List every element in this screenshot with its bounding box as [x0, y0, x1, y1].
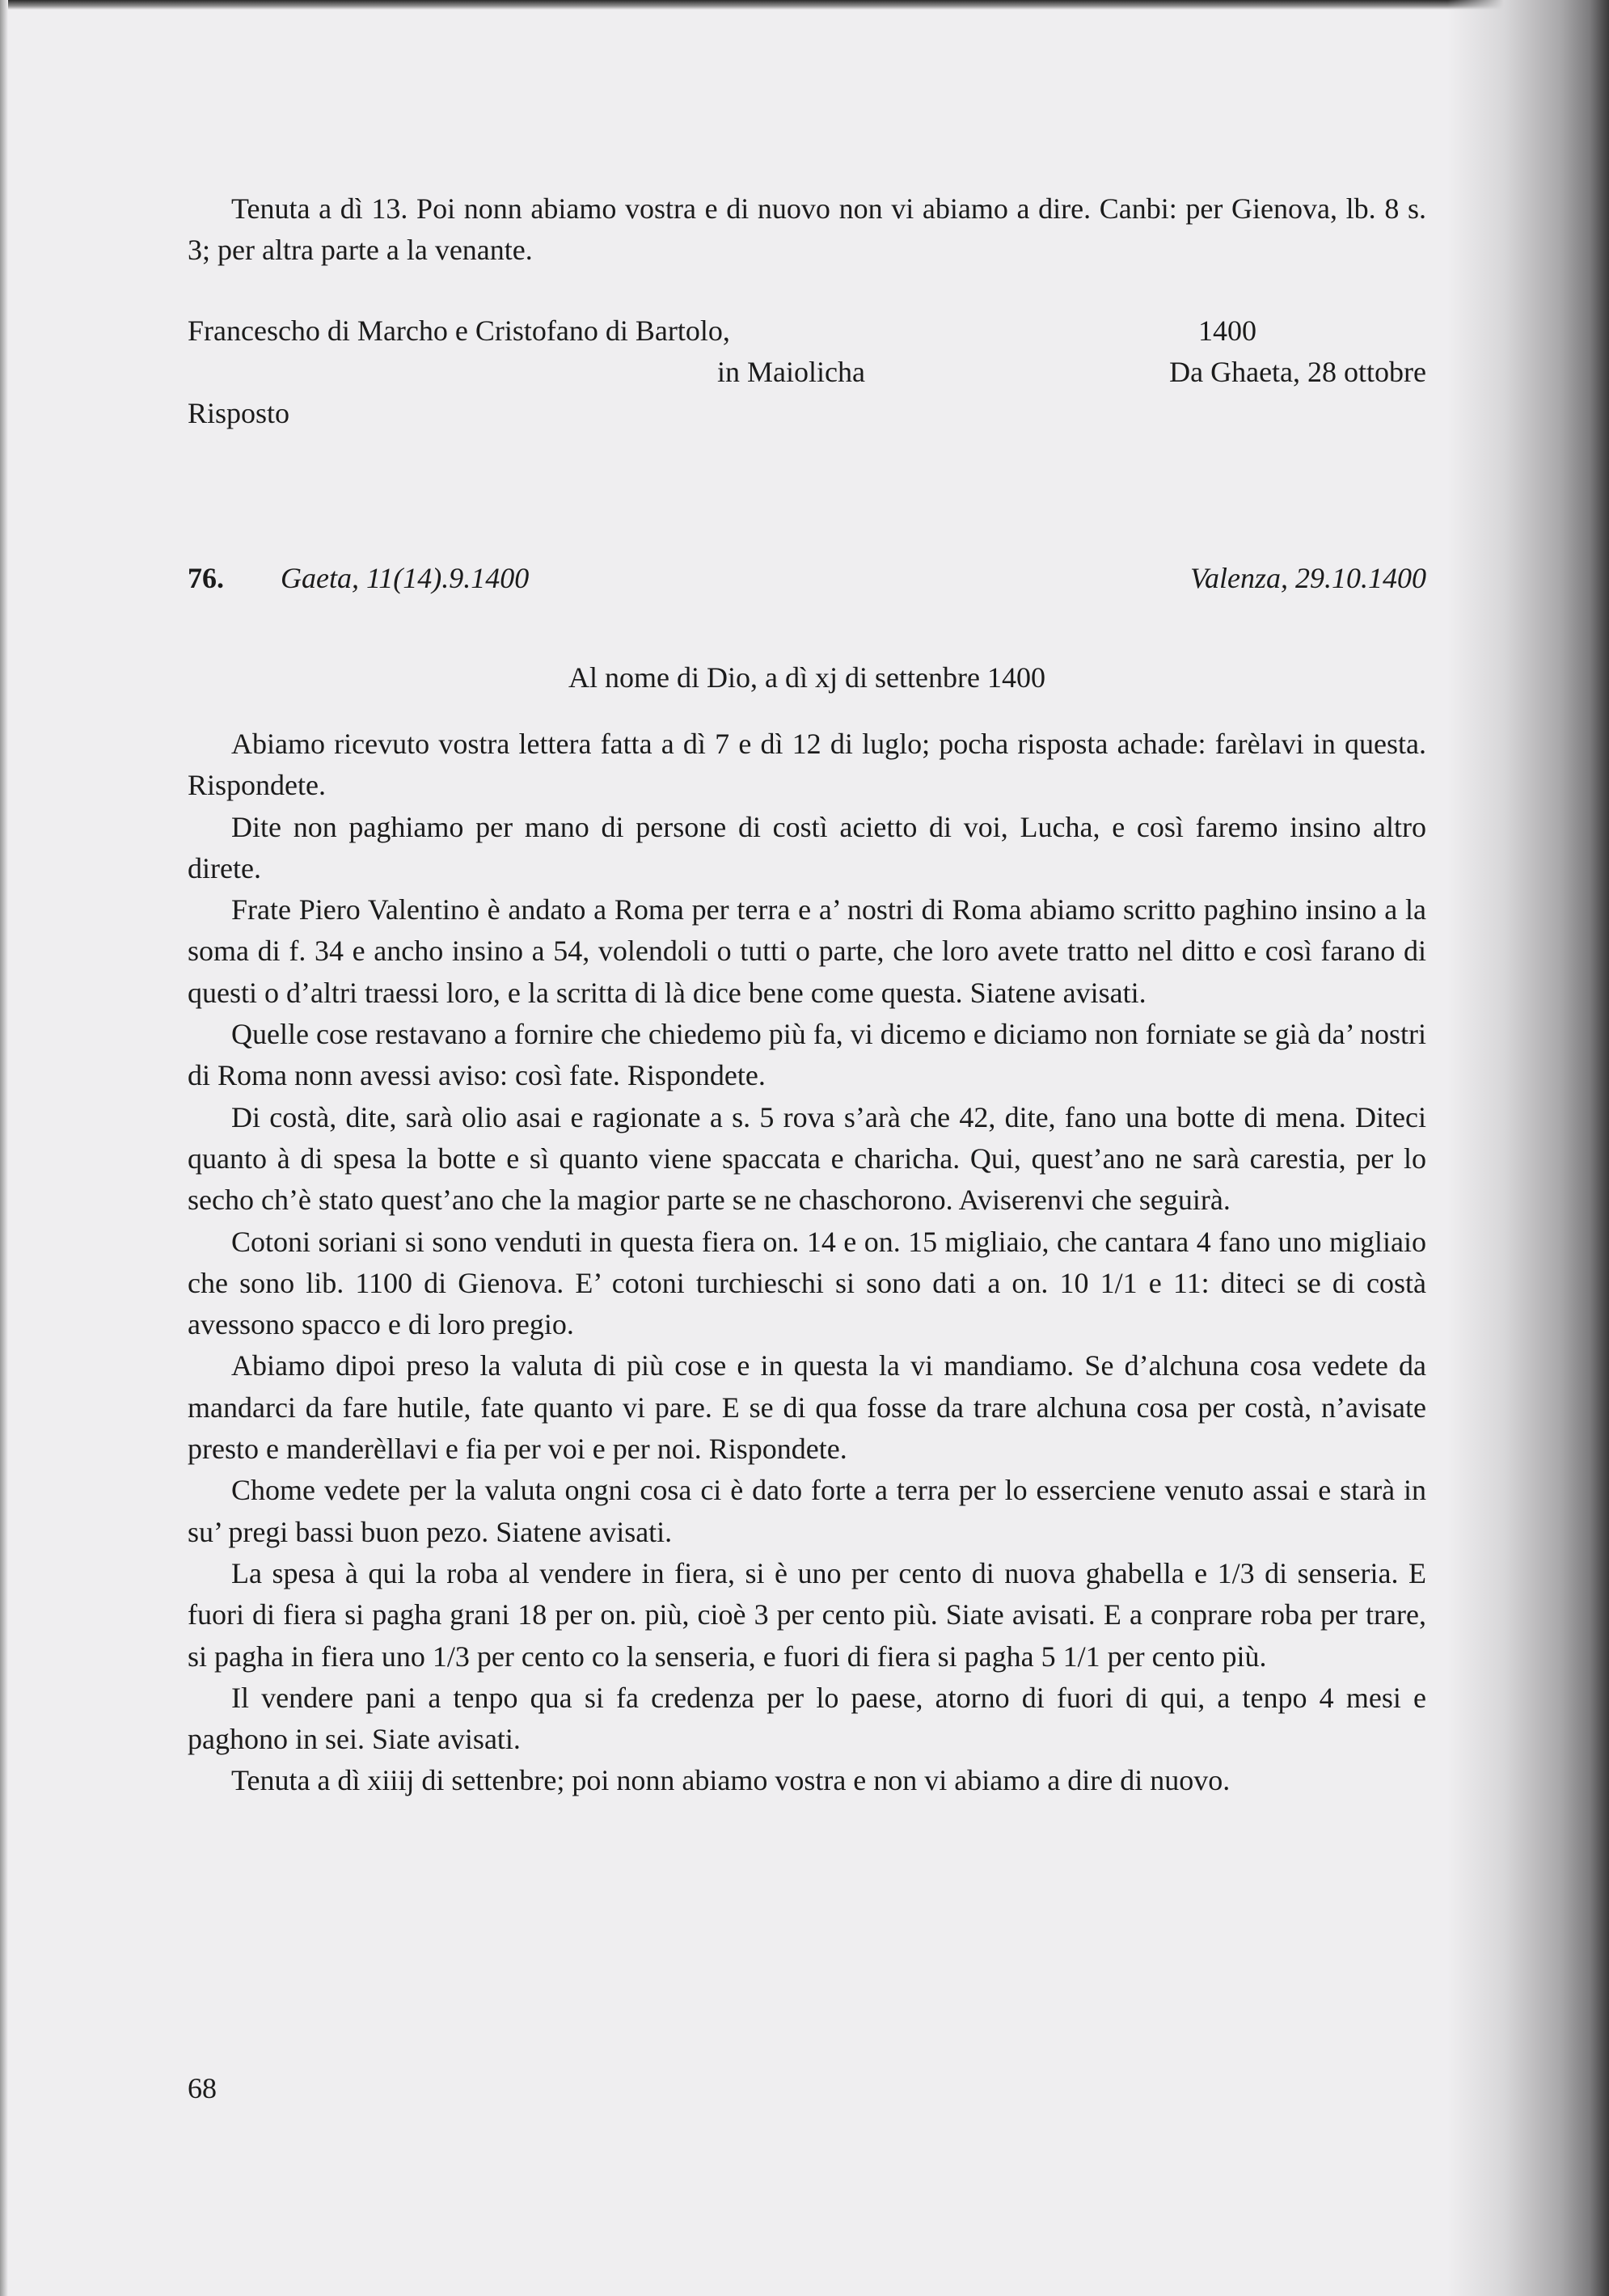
body-paragraph: La spesa à qui la roba al vendere in fiera, si è uno per cento di nuova ghabella e 1/3 di senseria. E fuori di fiera si pagha grani 18 per on. più, cioè 3 per cento più. Siate avisati. E a conprare roba per trare, si pagha in fiera uno 1/3 per cento co la senseria, e fuori di fiera si pagha 5 1/1 per cento più. — [188, 1556, 1426, 1673]
body-paragraph: Chome vedete per la valuta ongni cosa ci è dato forte a terra per lo esserciene venuto assai e starà in su’ pregi bassi buon pezo. Siatene avisati. — [188, 1474, 1426, 1548]
body-paragraph: Abiamo ricevuto vostra lettera fatta a dì 7 e dì 12 di luglo; pocha risposta achade: farèlavi in questa. Rispondete. — [188, 728, 1426, 802]
body-paragraph: Dite non paghiamo per mano di persone di costì acietto di voi, Lucha, e così faremo insino altro direte. — [188, 810, 1426, 884]
page-left-edge — [0, 0, 8, 2296]
page-top-edge — [0, 0, 1609, 10]
letter-header — [188, 558, 1426, 599]
body-paragraph: Di costà, dite, sarà olio asai e ragionate a s. 5 rova s’arà che 42, dite, fano una botte di mena. Diteci quanto à di spesa la botte e sì quanto viene spaccata e charicha. Qui, quest’ano ne sarà carestia, per lo secho ch’è stato quest’ano che la magior parte se ne chaschorono. Aviserenvi che seguirà. — [188, 1100, 1426, 1217]
letter-body — [188, 724, 1426, 1802]
address-year: 1400 — [1198, 314, 1256, 347]
address-line1: Francescho di Marcho e Cristofano di Bartolo, — [188, 314, 730, 347]
page-number: 68 — [188, 2072, 217, 2104]
received-note: Da Ghaeta, 28 ottobre — [1169, 356, 1426, 388]
body-paragraph: Il vendere pani a tenpo qua si fa credenza per lo paese, atorno di fuori di qui, a tenpo 4 mesi e paghono in sei. Siate avisati. — [188, 1681, 1426, 1756]
body-paragraph: Tenuta a dì xiiij di settenbre; poi nonn abiamo vostra e non vi abiamo a dire di nuovo. — [231, 1764, 1231, 1797]
letter-number: 76. — [188, 562, 224, 594]
letter-heading: Al nome di Dio, a dì xj di settenbre 1400 — [568, 661, 1045, 694]
letter-destination: Valenza, 29.10.1400 — [1190, 562, 1426, 594]
closing-paragraph: Tenuta a dì 13. Poi nonn abiamo vostra e di nuovo non vi abiamo a dire. Canbi: per Gienova, lb. 8 s. 3; per altra parte a la venante. — [188, 192, 1426, 266]
previous-letter-closing — [188, 188, 1426, 271]
answered-note: Risposto — [188, 397, 290, 429]
body-paragraph: Frate Piero Valentino è andato a Roma per terra e a’ nostri di Roma abiamo scritto paghino insino a la soma di f. 34 e ancho insino a 54, volendoli o tutti o parte, che loro avete tratto nel ditto e così farano di questi o d’altri traessi loro, e la scritta di là dice bene come questa. Siatene avisati. — [188, 893, 1426, 1009]
letter-origin: Gaeta, 11(14).9.1400 — [281, 562, 530, 594]
book-binding-shadow — [1447, 0, 1609, 2296]
address-block — [188, 310, 1426, 434]
body-paragraph: Abiamo dipoi preso la valuta di più cose e in questa la vi mandiamo. Se d’alchuna cosa vedete da mandarci da fare hutile, fate quanto vi pare. E se di qua fosse da trare alchuna cosa per costà, n’avisate presto e manderèllavi e fia per voi e per noi. Rispondete. — [188, 1349, 1426, 1466]
body-paragraph: Cotoni soriani si sono venduti in questa fiera on. 14 e on. 15 migliaio, che cantara 4 fano uno migliaio che sono lib. 1100 di Gienova. E’ cotoni turchieschi si sono dati a on. 10 1/1 e 11: diteci se di costà avessono spacco e di loro pregio. — [188, 1225, 1426, 1341]
address-line2: in Maiolicha — [717, 356, 865, 388]
body-paragraph: Quelle cose restavano a fornire che chiedemo più fa, vi dicemo e diciamo non forniate se già da’ nostri di Roma nonn avessi aviso: così fate. Rispondete. — [188, 1018, 1426, 1092]
